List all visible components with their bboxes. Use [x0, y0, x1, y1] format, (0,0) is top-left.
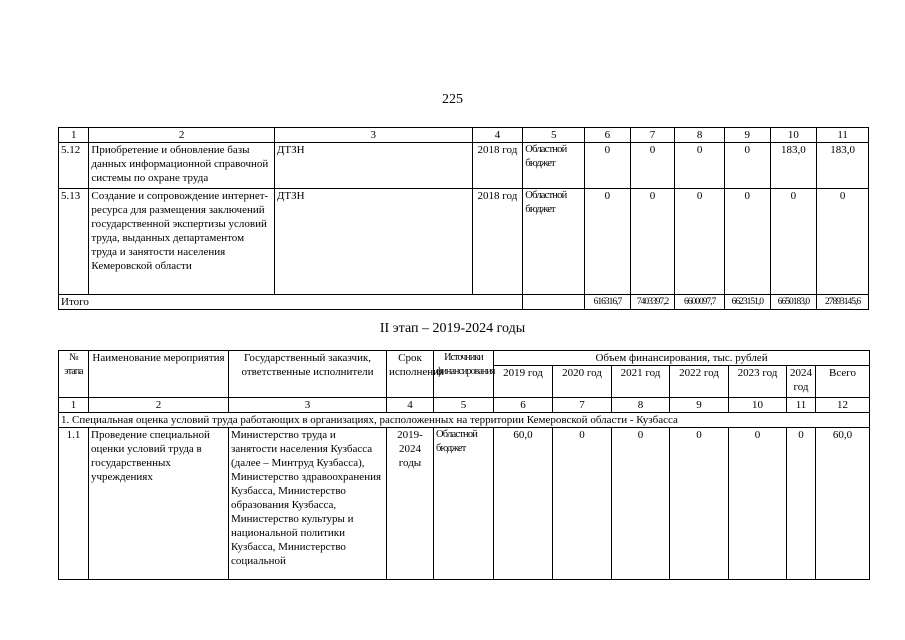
executor: ДТЗН: [274, 143, 472, 189]
header-stage-number: № этапа: [59, 351, 89, 398]
activity-name: Приобретение и обновление базы данных информационной справочной системы по охране труда: [89, 143, 275, 189]
activity-name: Создание и сопровождение интернет-ресурса для размещения заключений государственной экспертизы условий труда, выданных департаментом труда и занятости населения Кемеровской области: [89, 189, 275, 295]
program-table-stage-1: [58, 127, 869, 310]
header-funding-volume: Объем финансирования, тыс. рублей: [494, 351, 870, 366]
term: 2018 год: [472, 143, 523, 189]
header-activity-name: Наименование мероприятия: [89, 351, 229, 398]
table-row: 5.12 Приобретение и обновление базы данных информационной справочной системы по охране труда ДТЗН 2018 год Областной бюджет 0 0 0 0 183,0 183,0: [59, 143, 869, 189]
section-row: [59, 413, 870, 428]
executor: ДТЗН: [274, 189, 472, 295]
header-customer: Государственный заказчик, ответственные исполнители: [229, 351, 387, 398]
page-number: 225: [442, 92, 463, 107]
term: 2019-2024 годы: [387, 428, 434, 580]
funding-source: Областной бюджет: [523, 189, 585, 295]
header-term: Срок исполнения: [387, 351, 434, 398]
header-funding-source: Источники финансирования: [434, 351, 494, 398]
program-table-stage-2: [58, 350, 870, 580]
row-number: 5.13: [59, 189, 89, 295]
funding-source: Областной бюджет: [434, 428, 494, 580]
header-row: [59, 351, 870, 366]
table-row: 1.1 Проведение специальной оценки условий труда в государственных учреждениях Министерство труда и занятости населения Кузбасса (далее – Минтруд Кузбасса), Министерство здравоохранения Кузбасса, Министерство образования Кузбасса, Министерство культуры и национальной политики Кузбасса, Министерство социальной 2019-2024 годы Областной бюджет 60,0 0 0 0 0 0 60,0: [59, 428, 870, 580]
term: 2018 год: [472, 189, 523, 295]
total-label: Итого: [59, 295, 523, 310]
activity-name: Проведение специальной оценки условий труда в государственных учреждениях: [89, 428, 229, 580]
row-number: 5.12: [59, 143, 89, 189]
column-numbers-row: 1 2 3 4 5 6 7 8 9 10 11 12: [59, 398, 870, 413]
header-years-row: 2019 год 2020 год 2021 год 2022 год 2023 год 2024 год Всего: [59, 366, 870, 398]
row-number: 1.1: [59, 428, 89, 580]
total-row: Итого 616316,7 7403397,2 6600097,7 6623151,0 6650183,0 27893145,6: [59, 295, 869, 310]
column-numbers-row: 1 2 3 4 5 6 7 8 9 10 11: [59, 128, 869, 143]
section-title: 1. Специальная оценка условий труда работающих в организациях, расположенных на территории Кемеровской области - Кузбасса: [59, 413, 870, 428]
funding-source: Областной бюджет: [523, 143, 585, 189]
stage-title: II этап – 2019-2024 годы: [379, 321, 526, 336]
table-row: 5.13 Создание и сопровождение интернет-ресурса для размещения заключений государственной экспертизы условий труда, выданных департаментом труда и занятости населения Кемеровской области ДТЗН 2018 год Областной бюджет 0 0 0 0 0 0: [59, 189, 869, 295]
customer: Министерство труда и занятости населения Кузбасса (далее – Минтруд Кузбасса), Министерство здравоохранения Кузбасса, Министерство образования Кузбасса, Министерство культуры и национальной политики Кузбасса, Министерство социальной: [229, 428, 387, 580]
